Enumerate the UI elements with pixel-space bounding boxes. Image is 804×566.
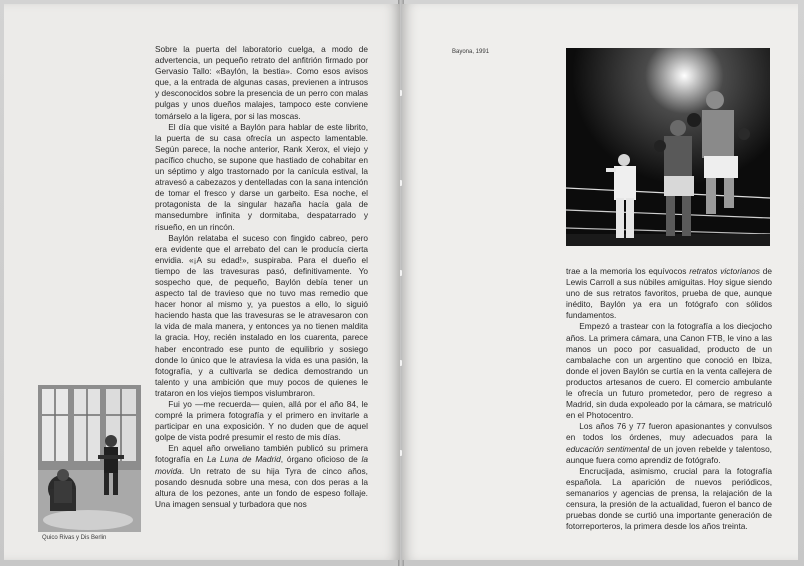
- italic-term: educación sentimental: [566, 443, 650, 454]
- left-paragraph-3: Baylón relataba el suceso con fingido cabreo, pero era evidente que el arrebato del can le producía cierta envidia. «¡A su edad!», suspiraba. Para el dueño el tiempo de las travesuras pasó, definitivamente. Yo sospecho que, de pequeño, Baylón debía tener un aspecto tal de travieso que no tuvo mas remedio que hacer honor al mismo y, ya puestos a ello, lo siguió haciendo hasta que las travesuras se le atravesaron con la vida de mala manera, y entonces ya no tienen maldita la gracia. Hoy, recién instalado en los cuarenta, parece haber encontrado ese punto de equilibrio y sosiego donde lo único que le atraviesa la vida es una pasión, la fotografía, y a cultivarla se dedica demostrando un talento y una ambición que muy pocos de quienes le trataron en los viejos tiempos vislumbraron.: [155, 232, 368, 398]
- right-paragraph-4: Encrucijada, asimismo, crucial para la fotografía española. La aparición de nuevos periódicos, semanarios y agencias de prensa, la relajación de la censura, la presión de la actualidad, fueron el banco de pruebas donde se curtió una importante generación de fotorreporteros, la primera desde los años treinta.: [566, 465, 772, 532]
- left-paragraph-2: El día que visité a Baylón para hablar de este librito, la puerta de su casa ofrecía un aspecto lamentable. Según parece, la noche anterior, Rank Xerox, el viejo y pacífico chucho, se supone que hastiado de cohabitar en un séptimo y algo trastornado por la canícula estival, la atravesó a cabezazos y dentelladas con la sana intención de tomar el fresco y darse un garbeito. Esa noche, el protagonista de la singular hazaña hacía gala de mansedumbre infinita y dormitaba, despatarrado y risueño, en un rincón.: [155, 121, 368, 232]
- right-paragraph-3: [566, 421, 772, 465]
- left-paragraph-5: [155, 443, 368, 510]
- interior-photo-image: [38, 385, 141, 532]
- photo-interior-portrait: [38, 385, 141, 532]
- left-paragraph-1: Sobre la puerta del laboratorio cuelga, a modo de advertencia, un pequeño retrato del anfitrión firmado por Gervasio Tallo: «Baylón, la bestia». Como esos avisos que, a la entrada de algunas casas, previenen a intrusos y desconocidos sobre la presencia de un perro con malas pulgas y unos dueños malajes, tampoco este conviene tomárselo a la ligera, por si las moscas.: [155, 44, 368, 121]
- left-photo-caption: Quico Rivas y Dis Berlin: [42, 535, 107, 541]
- left-paragraph-4: Fui yo —me recuerda— quien, allá por el año 84, le compré la primera fotografía y el primero en invitarle a participar en una exposición. Y no duden que de aquel golpe de vista podré presumir el resto de mis días.: [155, 399, 368, 443]
- italic-term: retratos victorianos: [689, 266, 760, 276]
- text-run: trae a la memoria los equívocos: [566, 266, 690, 276]
- text-run: de Lewis Carroll a sus núbiles amiguitas. Hoy sigue siendo uno de sus retratos favoritos, prueba de que, aunque inédito, Baylón ya era un fotógrafo con sólidos fundamentos.: [566, 266, 772, 321]
- text-run: En aquel año orweliano también publicó su primera fotografía en: [155, 443, 368, 465]
- italic-title: La Luna de Madrid: [206, 454, 281, 465]
- text-run: de un joven rebelde y talentoso, aunque fuera como aprendiz de fotógrafo.: [566, 443, 772, 465]
- right-paragraph-2: Empezó a trastear con la fotografía a los diecjocho años. La primera cámara, una Canon FTB, le vino a las manos un poco por casualidad, producto de un cambalache con un argentino que conoció en Ibiza, donde el joven Baylón se curtía en la venta callejera de productos artesanos de cuero. El comercio ambulante le ofrecía un futuro prometedor, pero de regreso a Madrid, sin duda expoleado por la cámara, se matriculó en el Photocentro.: [566, 321, 772, 421]
- text-run: , órgano oficioso de: [280, 454, 362, 465]
- right-page: [402, 4, 798, 560]
- text-run: . Un retrato de su hija Tyra de cinco años, posando desnuda sobre una mesa, con dos peras a la altura de los pezones, ante un fondo de espeso follaje. Una imagen sensual y turbadora que nos: [155, 465, 368, 509]
- boxing-photo-image: [566, 48, 770, 246]
- left-page-text-column: [155, 44, 368, 510]
- right-page-text-column: [566, 266, 772, 532]
- italic-term: la movida: [155, 454, 368, 476]
- left-page: [4, 4, 400, 560]
- right-paragraph-1: [566, 266, 772, 321]
- photo-boxing-match: [566, 48, 770, 246]
- text-run: Los años 76 y 77 fueron apasionantes y convulsos en todos los órdenes, muy adecuados para la: [566, 421, 772, 443]
- right-photo-caption: Bayona, 1991: [452, 49, 490, 55]
